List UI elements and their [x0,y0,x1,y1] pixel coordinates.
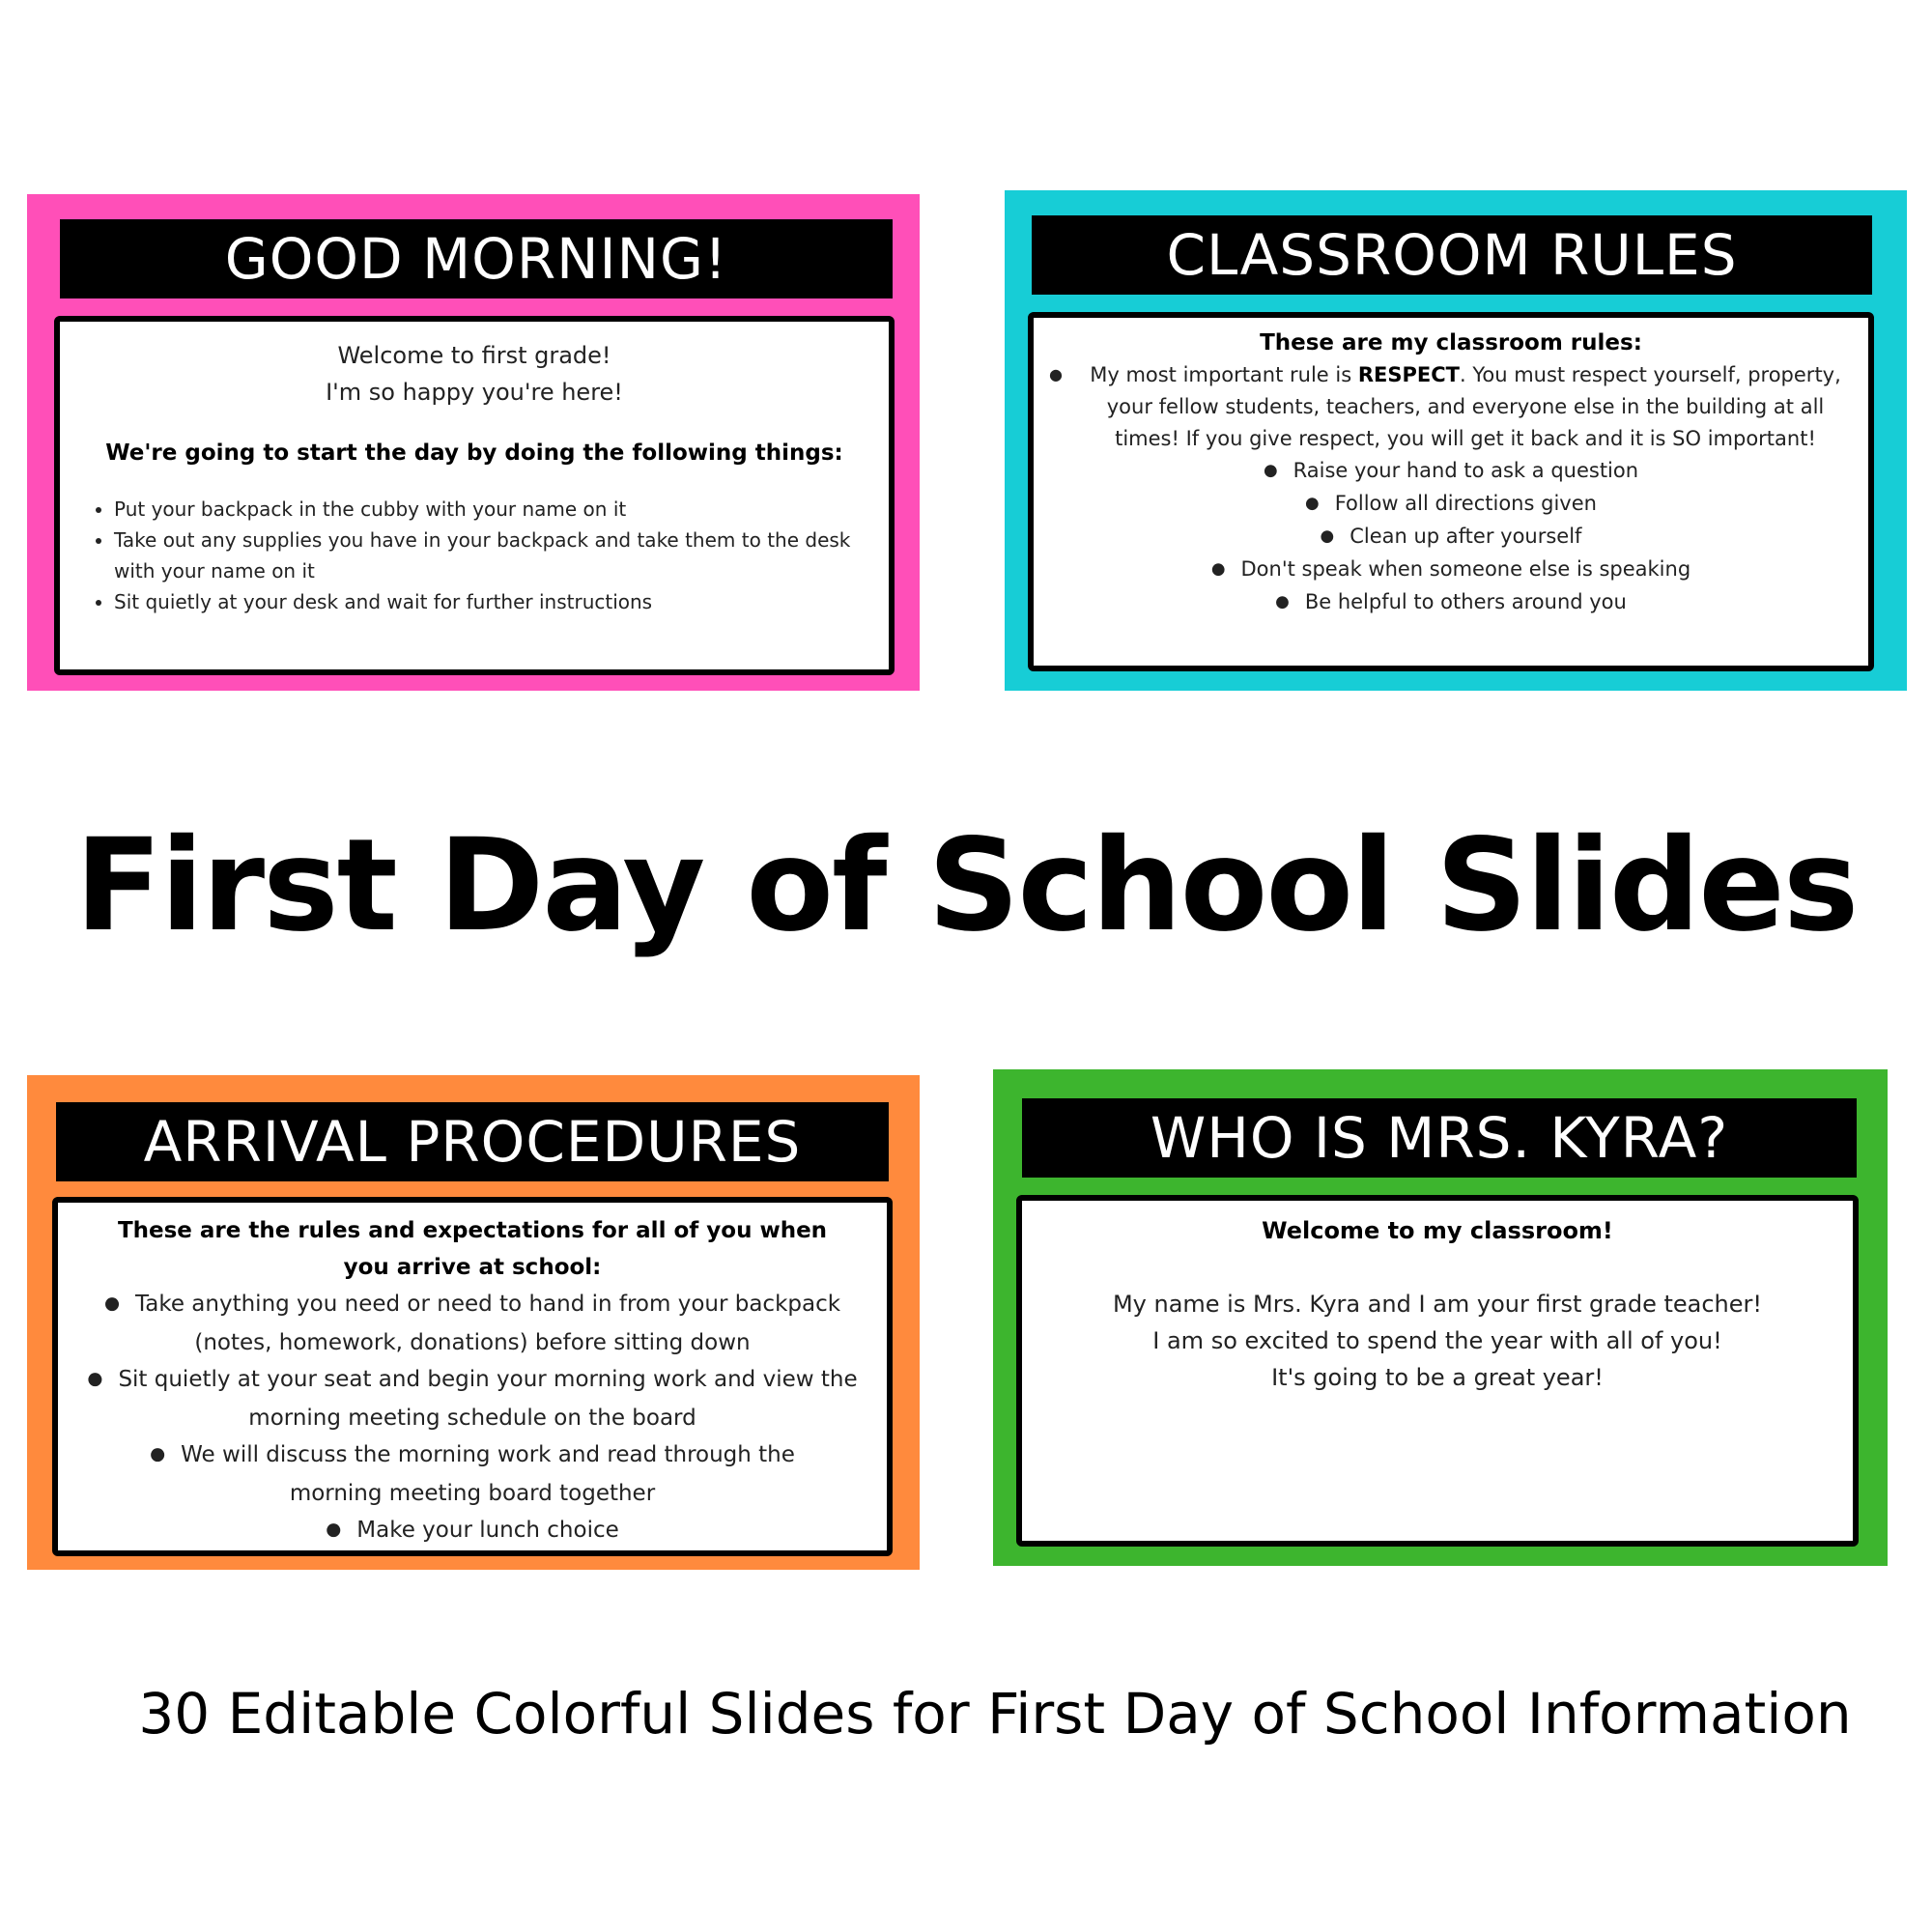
body-heading: These are the rules and expectations for all of you when you arrive at school: [117,1218,828,1280]
respect-bold: RESPECT [1357,363,1460,386]
welcome-line: Welcome to first grade! [337,342,611,369]
slide-who-is-mrs-kyra [993,1069,1888,1566]
slide-title-text: CLASSROOM RULES [1166,222,1738,288]
list-item: • Sit quietly at your desk and wait for further instructions [114,586,873,617]
slide-arrival-procedures [27,1075,920,1570]
bullet: ● [1049,365,1063,384]
intro-line: My name is Mrs. Kyra and I am your first grade teacher! [1112,1291,1763,1318]
main-title: First Day of School Slides [74,811,1858,960]
list-item: • Take out any supplies you have in your backpack and take them to the desk with your name on it [114,525,873,586]
list-item: ● Raise your hand to ask a question [1047,455,1855,488]
happy-line: I'm so happy you're here! [326,379,623,406]
body-heading: These are my classroom rules: [1260,330,1642,355]
todo-list [75,494,873,617]
slide-title [56,1102,889,1181]
list-item: ● Follow all directions given [1047,488,1855,521]
intro-line: I am so excited to spend the year with all of you! [1152,1327,1722,1354]
slide-body [54,316,895,675]
slide-body [1016,1195,1859,1547]
respect-text-rest: . You must respect yourself, property, your fellow students, teachers, and everyone else in the building at all times! If you give respect, you will get it back and it is SO important! [1106,363,1841,450]
list-item: ● Sit quietly at your seat and begin your morning work and view the morning meeting schedule on the board [73,1361,871,1436]
list-item: ● We will discuss the morning work and read through the morning meeting board together [73,1436,871,1512]
slide-body [1028,312,1874,671]
rules-list [1047,455,1855,619]
intro-line: It's going to be a great year! [1271,1364,1604,1391]
slide-classroom-rules [1005,190,1907,691]
slide-good-morning [27,194,920,691]
respect-rule [1047,359,1855,455]
body-heading: We're going to start the day by doing the following things: [105,440,843,466]
respect-text: My most important rule is [1090,363,1358,386]
list-item: ● Be helpful to others around you [1047,586,1855,619]
slide-title-text: ARRIVAL PROCEDURES [143,1109,802,1175]
list-item: ● Take anything you need or need to hand in from your backpack (notes, homework, donations) before sitting down [73,1286,871,1361]
list-item: ● Don't speak when someone else is speaking [1047,554,1855,586]
slide-title-text: GOOD MORNING! [224,226,728,292]
slide-title [1022,1098,1857,1178]
slide-title [1032,215,1872,295]
list-item: • Put your backpack in the cubby with your name on it [114,494,873,525]
slide-title-text: WHO IS MRS. KYRA? [1150,1105,1729,1171]
slide-title [60,219,893,298]
slide-body [52,1197,893,1556]
list-item: ● Clean up after yourself [1047,521,1855,554]
subtitle: 30 Editable Colorful Slides for First Day of School Information [138,1681,1852,1747]
body-heading: Welcome to my classroom! [1262,1217,1613,1244]
list-item: ● Make your lunch choice [73,1512,871,1550]
arrival-list [73,1286,871,1550]
